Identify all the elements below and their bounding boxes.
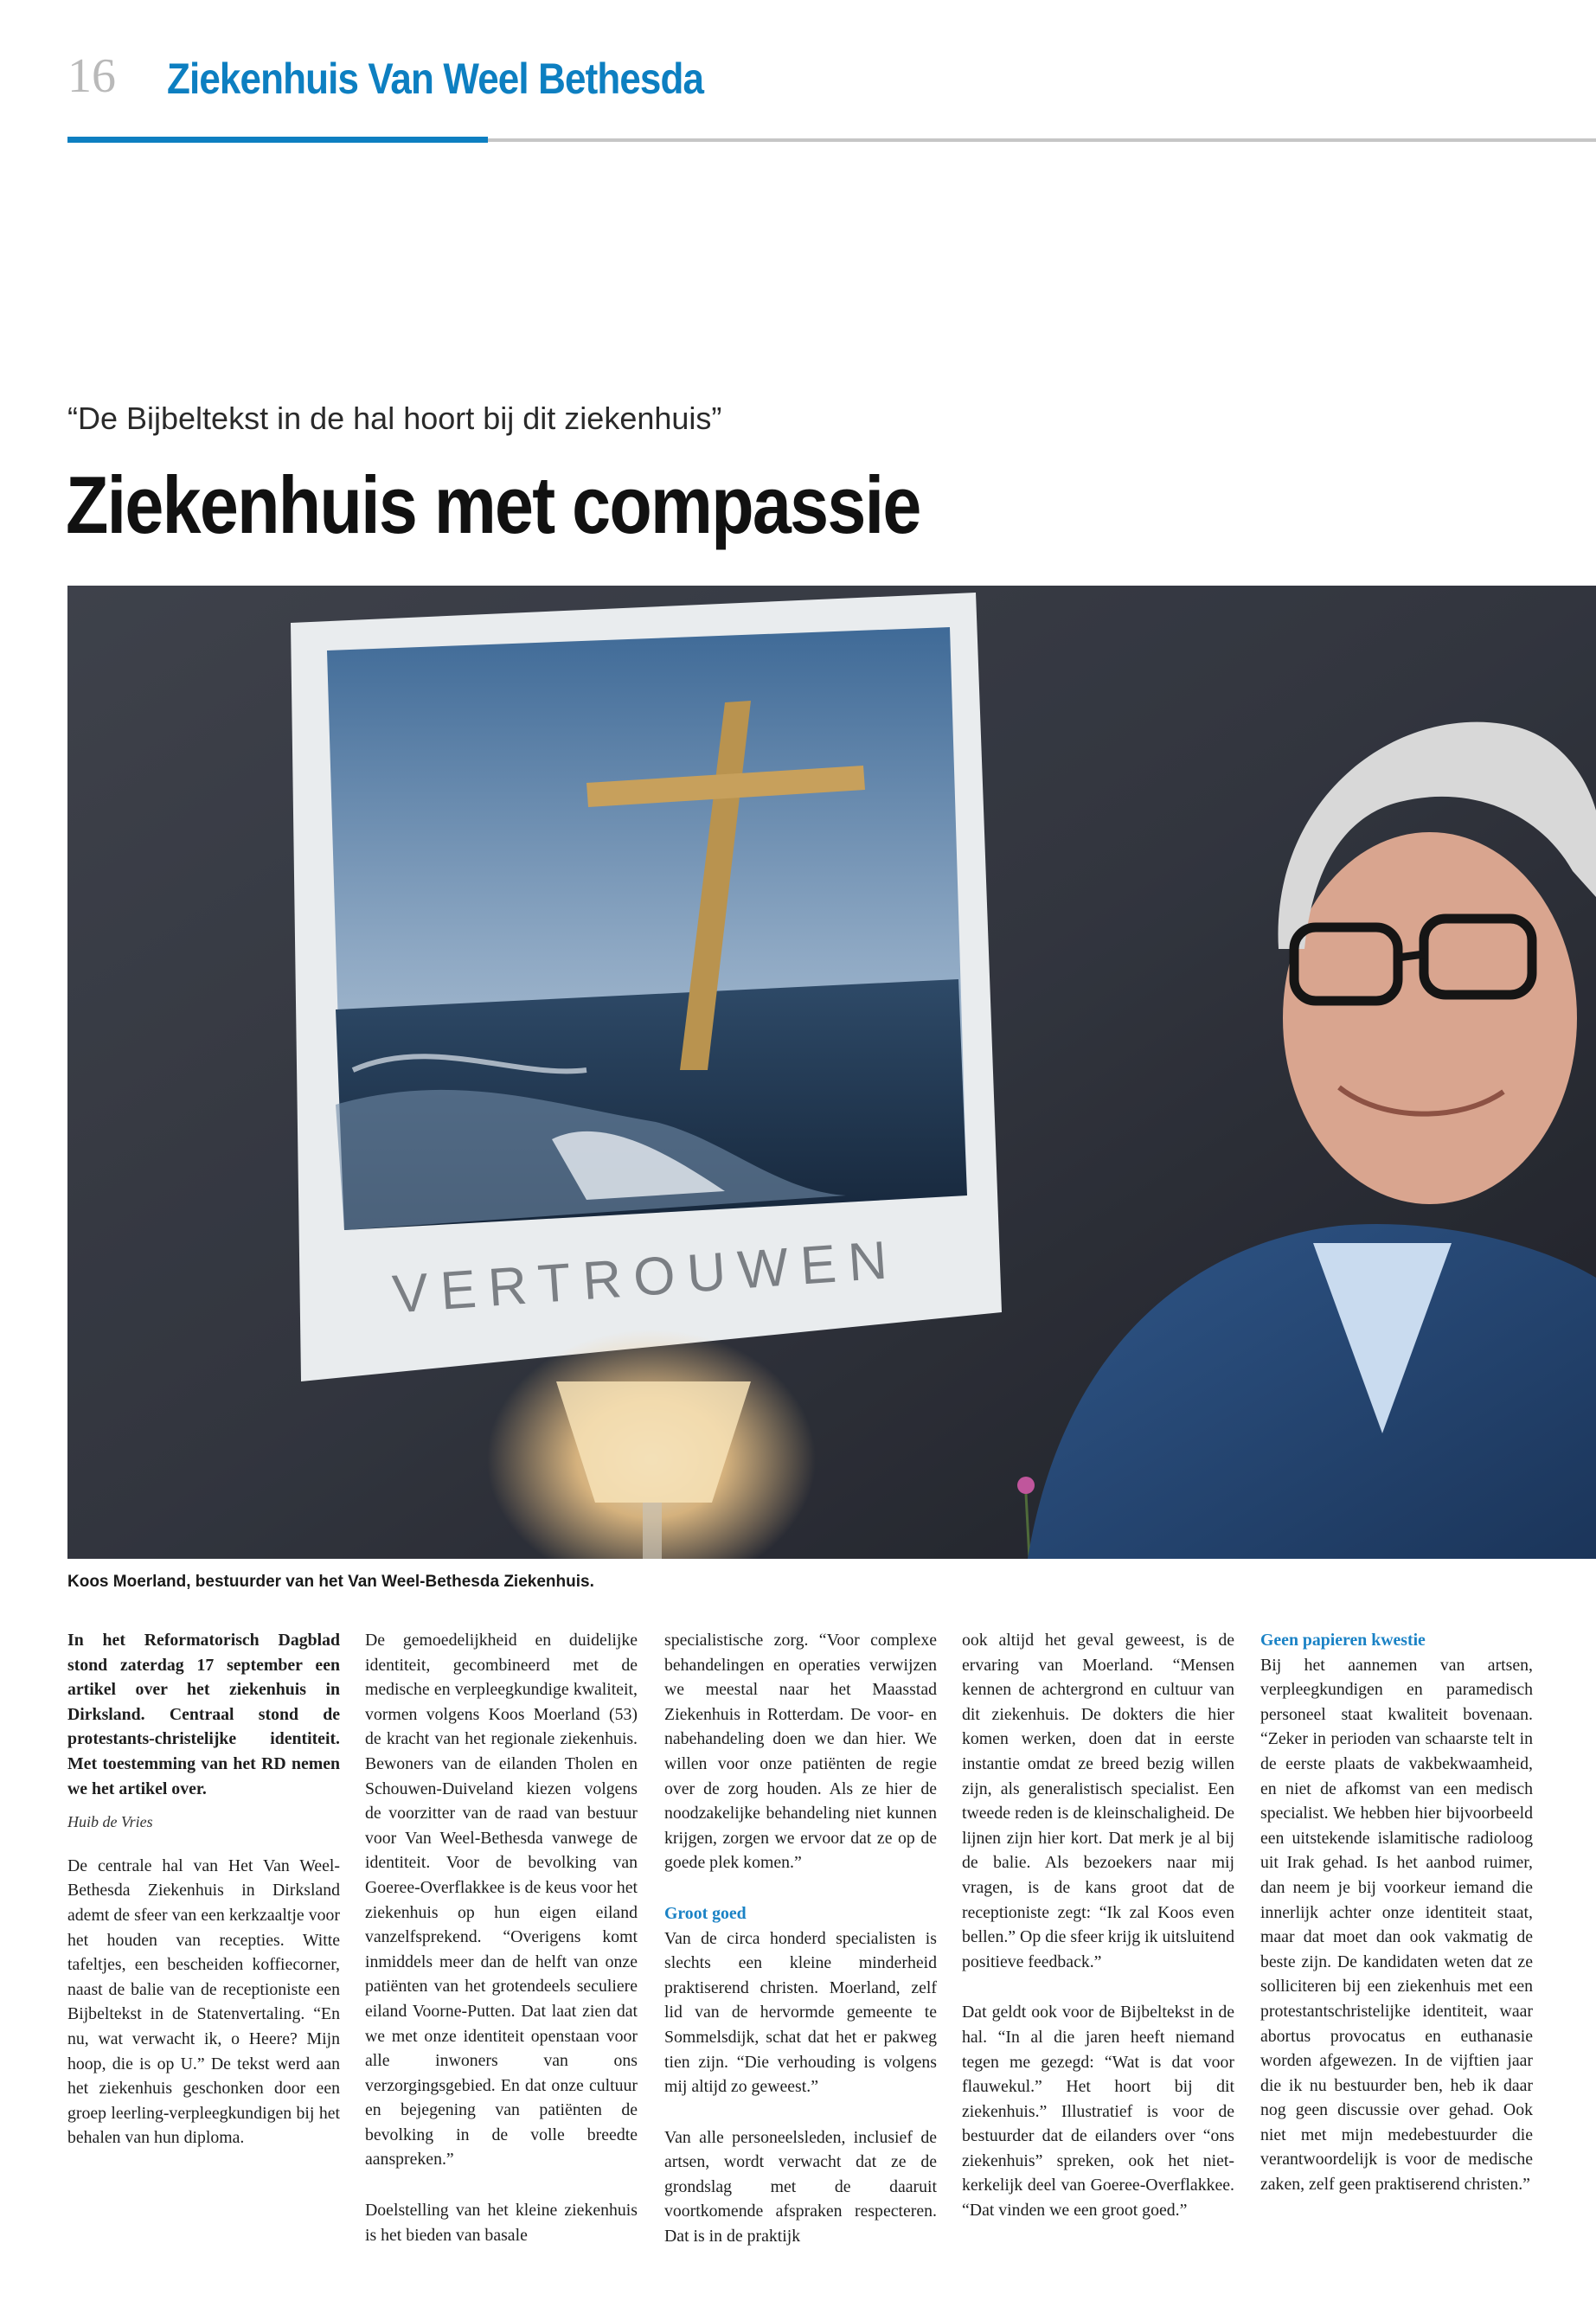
paragraph: specialistische zorg. “Voor complexe behandelingen en operaties verwijzen we meestal naar het Maasstad Ziekenhuis in Rotterdam. De voor- en nabehandeling doen we dan hier. We willen voor onze patiënten de regie over de zorg houden. Als ze hier de noodzakelijke behandeling niet kunnen krijgen, zorgen we ervoor dat ze op de goede plek komen.” <box>664 1631 937 1873</box>
paragraph: De gemoedelijkheid en duidelijke identiteit, gecombineerd met de medische en verpleegkundige kwaliteit, vormen volgens Koos Moerland (53) de kracht van het regionale ziekenhuis. Bewoners van de eilanden Tholen en Schouwen-Duiveland kiezen volgens de voorzitter van de raad van bestuur voor Van Weel-Bethesda vanwege de identiteit. Voor de bevolking van Goeree-Overflakkee is de keus voor het ziekenhuis op hun eigen eiland vanzelfsprekend. “Overigens komt inmiddels meer dan de helft van onze patiënten van het grotendeels seculiere eiland Voorne-Putten. Dat laat zien dat we met onze identiteit openstaan voor alle inwoners van ons verzorgingsgebied. En dat onze cultuur en bejegening van patiënten de bevolking in de volle breedte aanspreken.” <box>365 1631 638 2170</box>
paragraph: Doelstelling van het kleine ziekenhuis is het bieden van basale <box>365 2201 638 2245</box>
article-kicker: “De Bijbeltekst in de hal hoort bij dit ziekenhuis” <box>67 401 722 436</box>
page-header <box>67 48 1538 109</box>
subheading: Groot goed <box>664 1903 747 1923</box>
paragraph: Van de circa honderd specialisten is slechts een kleine minderheid praktiserend christen. Moerland, zelf lid van de hervormde gemeente te Sommelsdijk, schat dat het er pakweg tien zijn. “Die verhouding is volgens mij altijd zo geweest.” <box>664 1928 937 2097</box>
subheading: Geen papieren kwestie <box>1260 1631 1426 1650</box>
article-headline: Ziekenhuis met compassie <box>66 459 920 550</box>
paragraph: Van alle personeelsleden, inclusief de artsen, wordt verwacht dat ze de grondslag met de daaruit voortkomende afspraken respecteren. Dat is in de praktijk <box>664 2127 937 2247</box>
paragraph: De centrale hal van Het Van Weel-Bethesda Ziekenhuis in Dirksland ademt de sfeer van een kerkzaaltje voor het houden van recepties. Witte tafeltjes, een bescheiden koffiecorner, naast de balie van de receptioniste een Bijbeltekst in de Statenvertaling. “En nu, wat verwacht ik, o Heere? Mijn hoop, die is op U.” De tekst werd aan het ziekenhuis geschonken door een groep leerling-verpleegkundigen bij het behalen van hun diploma. <box>67 1856 340 2148</box>
article-column-2 <box>365 1628 638 2247</box>
paragraph: Bij het aannemen van artsen, verpleegkundigen en paramedisch personeel staat kwaliteit bovenaan. “Zeker in perioden van schaarste telt in de eerste plaats de vakbekwaamheid, en niet de afkomst van een medisch specialist. We hebben hier bijvoorbeeld een uitstekende islamitische radioloog uit Irak gehad. Is het aanbod ruimer, dan neem je bij voorkeur iemand die innerlijk achter onze identiteit staat, maar dat moet dan ook vakmatig de beste zijn. De kandidaten weten dat ze solliciteren bij een ziekenhuis met een protestantschristelijke identiteit, waar abortus provocatus en euthanasie worden afgewezen. In de vijftien jaar die ik nu bestuurder ben, heb ik daar nog geen discussie over gehad. Ook niet met mijn medebestuurder die verantwoordelijk is voor de medische zaken, zelf geen praktiserend christen.” <box>1260 1655 1533 2195</box>
header-rule <box>488 138 1596 142</box>
article-photo <box>67 586 1596 1559</box>
poster-word: VERTROUWEN <box>390 1229 901 1325</box>
article-lead: In het Reformatorisch Dagblad stond zaterdag 17 september een artikel over het ziekenhuis in Dirksland. Centraal stond de protestants-christelijke identiteit. Met toestemming van het RD nemen we het artikel over. <box>67 1631 340 1798</box>
byline: Huib de Vries <box>67 1813 153 1831</box>
photo-caption: Koos Moerland, bestuurder van het Van Weel-Bethesda Ziekenhuis. <box>67 1573 594 1591</box>
article-column-5 <box>1260 1628 1533 2197</box>
header-rule-accent <box>67 137 488 143</box>
paragraph: Dat geldt ook voor de Bijbeltekst in de hal. “In al die jaren heeft niemand tegen me gezegd: “Wat is dat voor flauwekul.” Het hoort bij dit ziekenhuis.” Illustratief is voor de bestuurder dat de eilanders over “ons ziekenhuis” spreken, ook het niet-kerkelijk deel van Goeree-Overflakkee. “Dat vinden we een groot goed.” <box>962 2003 1234 2221</box>
paragraph: ook altijd het geval geweest, is de ervaring van Moerland. “Mensen kennen de achtergrond en cultuur van dit ziekenhuis. De dokters die hier komen werken, doen dat in eerste instantie omdat ze breed bezig willen zijn, als generalistisch specialist. Een tweede reden is de kleinschaligheid. De lijnen zijn hier kort. Dat merk je al bij de balie. Als bezoekers naar mij vragen, is de kans groot dat de receptioniste zegt: “Ik zal Koos even bellen.” Op die sfeer krijg ik uitsluitend positieve feedback.” <box>962 1631 1234 1971</box>
page-number: 16 <box>67 49 116 103</box>
article-column-1 <box>67 1628 340 2150</box>
section-title: Ziekenhuis Van Weel Bethesda <box>167 54 704 103</box>
flower <box>1017 1477 1035 1494</box>
article-column-4 <box>962 1628 1234 2223</box>
article-column-3 <box>664 1628 937 2249</box>
